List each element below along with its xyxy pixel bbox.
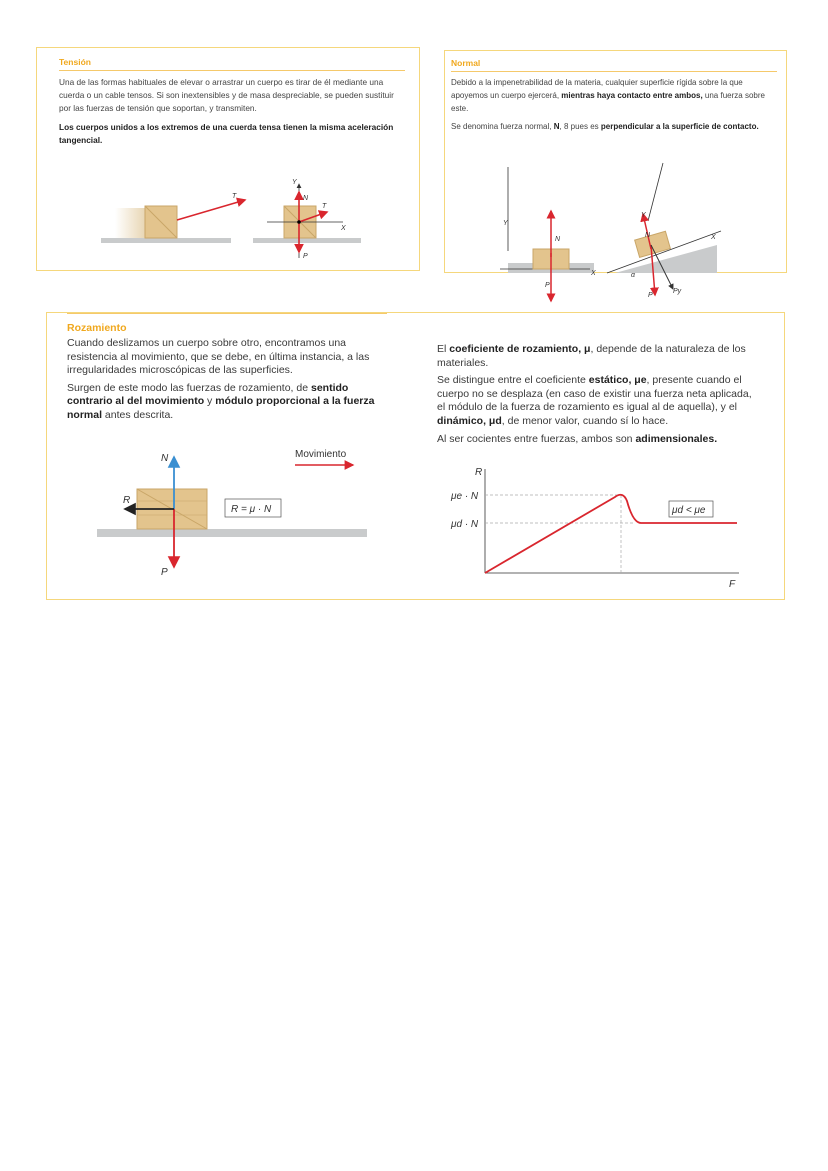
movement-label: Movimiento [295,449,347,460]
tension-floor-right [253,238,361,243]
friction-diagram [93,449,393,579]
normal-paragraph-1: Debido a la impenetrabilidad de la materia, cualquier superficie rígida sobre la que apoyemos un cuerpo ejercerá, mientras haya contacto entre ambos, una fuerza sobre este. [451,78,765,113]
tension-title: Tensión [59,57,405,71]
friction-floor [97,529,367,537]
rozamiento-paragraph-1: Cuando deslizamos un cuerpo sobre otro, encontramos una resistencia al movimiento, que se debe, en última instancia, a las irregularidades microscópicas de las superficies. [67,337,370,377]
label-n: N [303,195,309,202]
tension-diagram [37,176,421,266]
graph-compare: μd < μe [672,505,706,516]
label-x: X [341,225,346,232]
tension-paragraph-2: Los cuerpos unidos a los extremos de una cuerda tensa tienen la misma aceleración tangencial. [59,122,394,145]
normal-label-y: Y [503,220,508,227]
label-t: T [322,203,327,210]
tension-panel [36,47,420,271]
incline-label-n: N [645,232,651,239]
normal-paragraph-2: Se denomina fuerza normal, N, 8 pues es perpendicular a la superficie de contacto. [451,122,759,131]
motion-blur [115,208,145,238]
normal-panel [444,50,787,299]
friction-label-r: R [123,495,131,506]
tension-paragraph-1: Una de las formas habituales de elevar o arrastrar un cuerpo es tirar de él mediante una cuerda o un cable tensos. Si son inextensibles y de masa despreciable, se pueden sustituir por las fuerzas de tensión que soportan, y transmiten. [59,77,394,113]
normal-title: Normal [451,58,777,72]
rope-tension-arrow [177,200,245,220]
normal-diagram [445,159,788,299]
friction-label-p: P [161,567,168,578]
crate-left [145,206,177,238]
rozamiento-title: Rozamiento [67,322,127,334]
crate-incline [635,231,671,257]
normal-label-p: P [545,282,550,289]
label-y: Y [292,179,297,186]
rozamiento-panel [46,312,785,600]
tension-label-t: T [232,193,237,200]
tension-floor-left [101,238,231,243]
friction-formula: R = μ · N [231,504,272,515]
incline-label-x: X [711,234,716,241]
friction-graph [447,465,747,595]
normal-label-n: N [555,236,561,243]
graph-mu-e: μe · N [451,491,479,502]
rozamiento-paragraph-2: Surgen de este modo las fuerzas de rozamiento, de sentido contrario al del movimiento y módulo proporcional a la fuerza normal antes descrita. [67,381,375,421]
normal-label-x: X [591,270,596,277]
rozamiento-paragraph-4: Se distingue entre el coeficiente estático, μe, presente cuando el cuerpo no se desplaza (en caso de existir una fuerza neta aplicada, el módulo de la fuerza de rozamiento es igual al de aquella), y el dinámico, μd, de menor valor, cuando sí lo hace. [437,374,752,427]
graph-f-axis: F [729,579,736,590]
incline-label-py: Py [673,288,682,295]
incline-label-alpha: α [631,272,635,279]
label-p: P [303,253,308,260]
graph-r-axis: R [475,467,483,478]
rozamiento-paragraph-3: El coeficiente de rozamiento, μ, depende de la naturaleza de los materiales. [437,343,746,369]
incline-label-y: Y [641,212,646,219]
graph-mu-d: μd · N [451,519,479,530]
rozamiento-paragraph-5: Al ser cocientes entre fuerzas, ambos son adimensionales. [437,432,718,445]
friction-label-n: N [161,453,169,464]
incline-label-p: P [648,292,653,299]
